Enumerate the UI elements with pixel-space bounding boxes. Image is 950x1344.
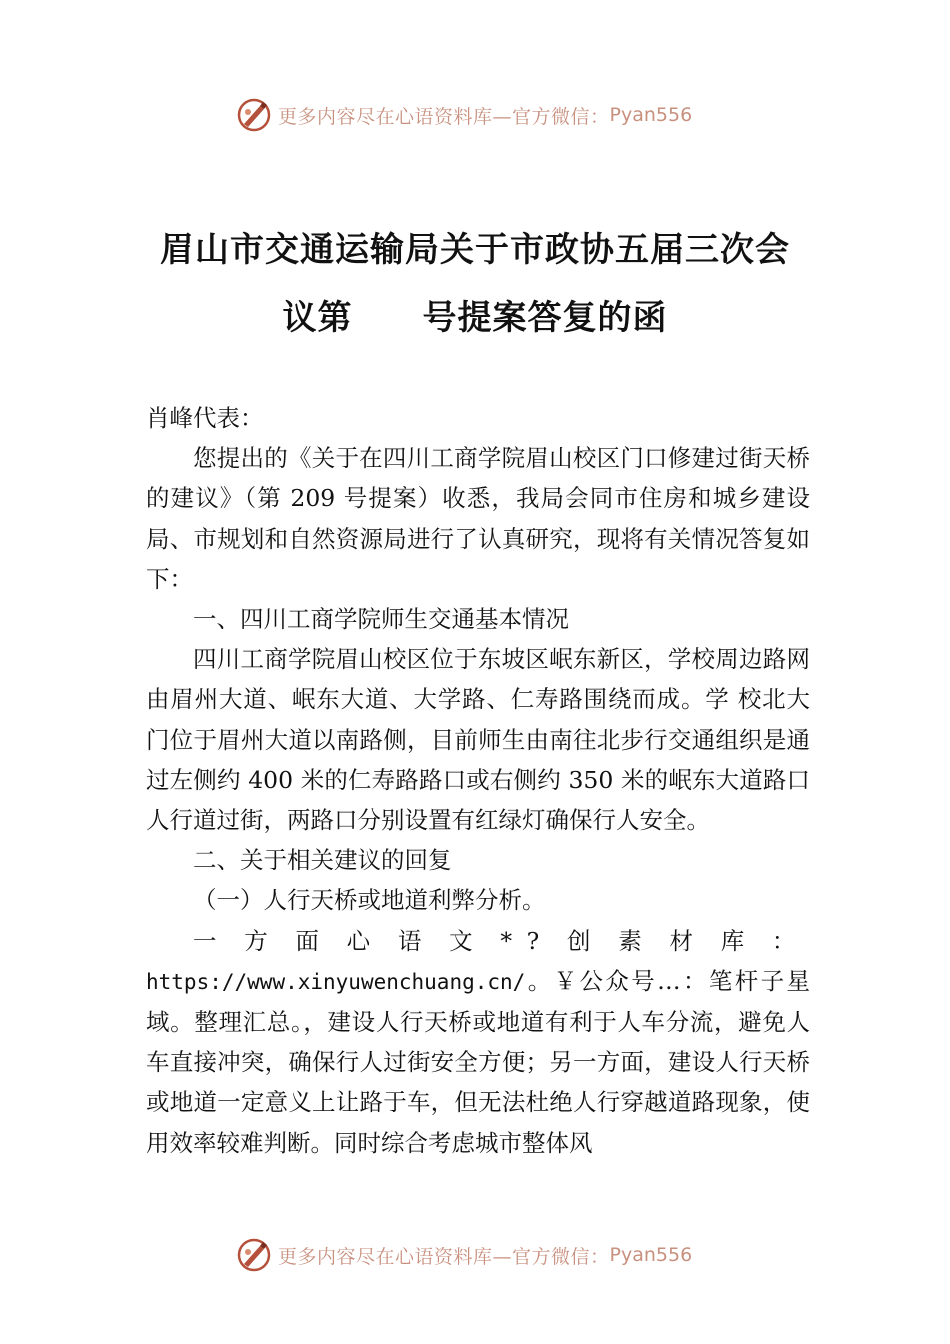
paragraph-intro: 您提出的《关于在四川工商学院眉山校区门口修建过街天桥的建议》（第 209 号提案）收悉，我局会同市住房和城乡建设局、市规划和自然资源局进行了认真研究，现将有关情况答复如下： <box>146 444 810 593</box>
watermark-header <box>236 95 692 135</box>
section-heading-1: 一、四川工商学院师生交通基本情况 <box>193 605 569 634</box>
analysis-url-part2: www.xinyuwenchuang.cn/ <box>247 969 526 994</box>
paragraph-traffic-situation: 四川工商学院眉山校区位于东坡区岷东新区，学校周边路网由眉州大道、岷东大道、大学路、仁寿路围绕而成。学 校北大门位于眉州大道以南路侧，目前师生由南往北步行交通组织是通过左侧约 400 米的仁寿路路口或右侧约 350 米的岷东大道路口人行道过街，两路口分别设置有红绿灯确保行人安全。 <box>146 645 810 835</box>
section-heading-2: 二、关于相关建议的回复 <box>193 846 452 875</box>
document-title-line1: 眉山市交通运输局关于市政协五届三次会 <box>160 230 790 270</box>
watermark-text: 更多内容尽在心语资料库—官方微信： <box>278 1245 610 1268</box>
subheading-pros-cons: （一）人行天桥或地道利弊分析。 <box>193 886 546 915</box>
analysis-url-part1: https:// <box>146 969 248 994</box>
watermark-text: 更多内容尽在心语资料库—官方微信： <box>278 105 610 128</box>
analysis-rest-text: 。￥公众号…：笔杆子星域。整理汇总。，建设人行天桥或地道有利于人车分流，避免人车直接冲突，确保行人过街安全方便；另一方面，建设人行天桥或地道一定意义上让路于车，但无法杜绝人行穿越道路现象，使用效率较难判断。同时综合考虑城市整体风 <box>146 966 810 1157</box>
title-line2-left: 议第 <box>282 298 353 338</box>
document-title-line2 <box>100 290 850 339</box>
document-body <box>146 398 810 1163</box>
paragraph-analysis <box>146 921 810 1163</box>
salutation: 肖峰代表： <box>146 404 264 432</box>
analysis-spread-text: 一方面心语文*?创素材库： <box>193 926 810 955</box>
pen-seal-logo-icon <box>236 1237 272 1273</box>
watermark-wechat-id: Pyan556 <box>609 1244 693 1266</box>
watermark-footer <box>236 1235 692 1275</box>
pen-seal-logo-icon <box>236 97 272 133</box>
title-line2-right: 号提案答复的函 <box>422 298 668 338</box>
watermark-wechat-id: Pyan556 <box>609 104 693 126</box>
